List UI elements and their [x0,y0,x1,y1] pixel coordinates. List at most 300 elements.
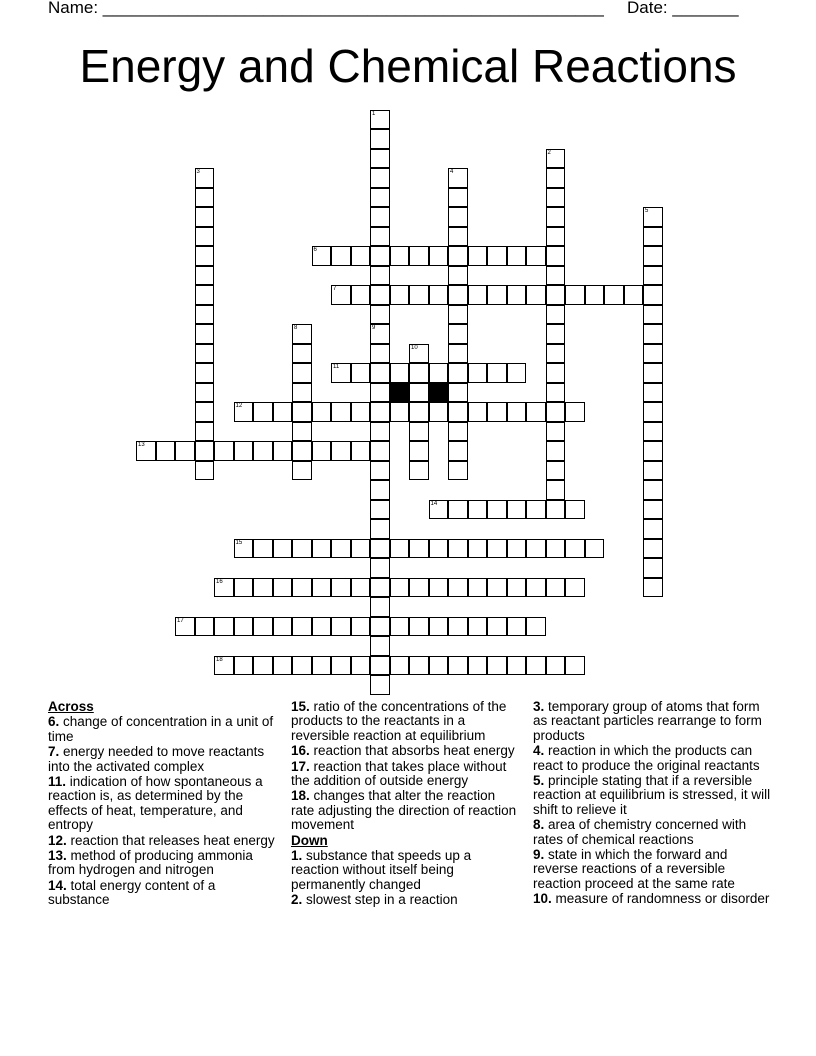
grid-cell[interactable] [253,617,273,637]
grid-cell[interactable] [370,539,390,559]
grid-cell[interactable] [643,344,663,364]
clue-number-label: 9 [372,325,376,331]
clue-number-label: 10 [411,344,418,351]
grid-cell[interactable] [468,402,488,422]
clue-text: reaction that absorbs heat energy [309,743,515,759]
grid-cell[interactable] [448,305,468,325]
clue-number: 4. [533,743,545,759]
grid-cell[interactable] [234,402,254,422]
grid-cell[interactable] [214,656,234,676]
grid-cell[interactable] [409,285,429,305]
grid-cell[interactable] [390,617,410,637]
clue-text: energy needed to move reactants into the activated complex [48,744,265,774]
grid-cell[interactable] [643,441,663,461]
grid-cell[interactable] [409,656,429,676]
grid-cell[interactable] [448,656,468,676]
grid-cell[interactable] [565,285,585,305]
clue-number: 7. [48,744,60,760]
clues-column-1 [48,700,276,909]
grid-cell[interactable] [156,441,176,461]
grid-cell[interactable] [468,500,488,520]
clue-text: state in which the forward and reverse reactions of a reversible reaction proceed at the same rate [533,847,735,891]
across-heading: Across [48,699,94,714]
grid-cell[interactable] [195,266,215,286]
grid-cell[interactable] [273,656,293,676]
grid-cell[interactable] [487,246,507,266]
grid-cell[interactable] [370,305,390,325]
clue-number-label: 5 [645,208,649,214]
grid-cell[interactable] [370,246,390,266]
clue-number-label: 4 [450,169,454,175]
grid-cell[interactable] [409,402,429,422]
grid-cell[interactable] [312,617,332,637]
grid-cell[interactable] [195,207,215,227]
grid-cell[interactable] [565,539,585,559]
grid-cell[interactable] [643,246,663,266]
grid-cell[interactable] [292,461,312,481]
grid-cell[interactable] [546,227,566,247]
grid-cell[interactable] [507,246,527,266]
grid-cell[interactable] [195,422,215,442]
clue-number: 16. [291,743,310,759]
grid-cell[interactable] [487,285,507,305]
grid-cell[interactable] [643,402,663,422]
clue-number: 17. [291,758,310,774]
grid-cell[interactable] [370,519,390,539]
grid-cell[interactable] [429,402,449,422]
grid-cell[interactable] [292,539,312,559]
clues-column-3 [533,700,771,908]
grid-cell[interactable] [409,363,429,383]
grid-cell[interactable] [565,500,585,520]
grid-cell[interactable] [370,558,390,578]
grid-cell[interactable] [370,656,390,676]
grid-cell[interactable] [409,383,429,403]
grid-cell[interactable] [234,539,254,559]
grid-cell[interactable] [292,402,312,422]
grid-cell[interactable] [234,578,254,598]
grid-cell[interactable] [643,207,663,227]
grid-cell[interactable] [448,402,468,422]
grid-cell[interactable] [292,363,312,383]
grid-cell[interactable] [507,617,527,637]
clue-number-label: 1 [372,110,376,117]
grid-cell[interactable] [370,675,390,695]
grid-cell[interactable] [234,617,254,637]
grid-cell[interactable] [448,441,468,461]
grid-cell[interactable] [234,441,254,461]
grid-cell[interactable] [468,617,488,637]
grid-cell[interactable] [546,539,566,559]
page-title: Energy and Chemical Reactions [79,40,737,92]
clue-number-label: 17 [177,617,184,624]
grid-cell[interactable] [370,383,390,403]
grid-cell[interactable] [312,441,332,461]
grid-cell[interactable] [370,578,390,598]
grid-cell[interactable] [312,402,332,422]
clue-number-label: 7 [333,286,337,292]
across-clue [48,849,276,878]
grid-cell[interactable] [312,539,332,559]
grid-cell[interactable] [331,617,351,637]
grid-cell[interactable] [370,188,390,208]
grid-cell[interactable] [370,422,390,442]
grid-cell[interactable] [370,110,390,130]
grid-cell[interactable] [546,168,566,188]
grid-cell[interactable] [390,539,410,559]
date-field-label: Date: _______ [627,0,739,17]
grid-cell[interactable] [273,617,293,637]
grid-cell[interactable] [351,246,371,266]
grid-cell[interactable] [253,402,273,422]
grid-cell[interactable] [312,578,332,598]
grid-cell[interactable] [526,539,546,559]
grid-cell[interactable] [526,402,546,422]
grid-cell[interactable] [195,441,215,461]
grid-cell[interactable] [429,578,449,598]
grid-cell[interactable] [195,188,215,208]
grid-cell[interactable] [448,578,468,598]
grid-cell[interactable] [526,246,546,266]
grid-cell[interactable] [195,402,215,422]
grid-cell[interactable] [292,617,312,637]
grid-cell[interactable] [468,539,488,559]
grid-cell[interactable] [370,363,390,383]
grid-cell[interactable] [409,246,429,266]
grid-cell[interactable] [643,363,663,383]
clue-number: 12. [48,832,67,848]
grid-cell[interactable] [448,363,468,383]
grid-cell[interactable] [429,285,449,305]
grid-cell[interactable] [292,383,312,403]
grid-cell[interactable] [409,578,429,598]
grid-cell[interactable] [292,578,312,598]
grid-cell[interactable] [448,188,468,208]
grid-cell[interactable] [487,363,507,383]
grid-cell[interactable] [546,500,566,520]
grid-cell[interactable] [643,285,663,305]
grid-cell[interactable] [643,461,663,481]
grid-cell[interactable] [448,383,468,403]
clue-number-label: 11 [333,364,340,370]
grid-cell[interactable] [195,461,215,481]
grid-cell[interactable] [273,578,293,598]
grid-cell[interactable] [370,129,390,149]
grid-cell[interactable] [390,402,410,422]
grid-cell[interactable] [253,441,273,461]
grid-cell[interactable] [292,656,312,676]
grid-cell[interactable] [526,285,546,305]
grid-cell[interactable] [487,578,507,598]
grid-cell[interactable] [214,441,234,461]
grid-cell[interactable] [468,285,488,305]
grid-cell[interactable] [195,285,215,305]
grid-cell[interactable] [507,363,527,383]
grid-cell[interactable] [214,578,234,598]
grid-cell[interactable] [448,500,468,520]
grid-cell[interactable] [448,285,468,305]
grid-cell[interactable] [370,324,390,344]
grid-cell[interactable] [390,656,410,676]
grid-cell[interactable] [351,539,371,559]
grid-cell[interactable] [546,383,566,403]
grid-cell[interactable] [487,539,507,559]
grid-cell[interactable] [643,305,663,325]
grid-cell[interactable] [370,500,390,520]
grid-cell[interactable] [370,227,390,247]
grid-cell[interactable] [507,402,527,422]
grid-cell[interactable] [429,539,449,559]
grid-cell[interactable] [448,246,468,266]
grid-cell[interactable] [292,344,312,364]
grid-cell[interactable] [195,617,215,637]
grid-cell[interactable] [331,656,351,676]
grid-cell[interactable] [585,285,605,305]
down-clue [533,744,771,773]
grid-cell[interactable] [370,480,390,500]
grid-cell[interactable] [643,480,663,500]
grid-cell[interactable] [448,344,468,364]
grid-cell[interactable] [390,246,410,266]
grid-cell[interactable] [370,402,390,422]
clue-text: total energy content of a substance [48,877,216,908]
clue-number: 6. [48,714,60,730]
grid-cell[interactable] [546,246,566,266]
grid-cell[interactable] [546,149,566,169]
grid-cell[interactable] [643,519,663,539]
grid-cell[interactable] [546,266,566,286]
grid-cell[interactable] [273,402,293,422]
grid-cell[interactable] [370,168,390,188]
grid-cell[interactable] [136,441,156,461]
grid-cell[interactable] [643,500,663,520]
grid-cell[interactable] [351,285,371,305]
grid-cell[interactable] [546,441,566,461]
grid-cell[interactable] [643,558,663,578]
clue-text: reaction that takes place without the addition of outside energy [291,758,507,789]
grid-cell[interactable] [312,246,332,266]
grid-cell[interactable] [643,383,663,403]
grid-cell[interactable] [175,617,195,637]
grid-cell[interactable] [370,461,390,481]
grid-cell[interactable] [643,266,663,286]
grid-cell[interactable] [351,363,371,383]
clue-number: 3. [533,699,545,714]
down-clue [291,893,519,907]
grid-cell[interactable] [604,285,624,305]
grid-cell[interactable] [351,656,371,676]
grid-cell[interactable] [195,383,215,403]
clue-number: 9. [533,847,545,863]
grid-cell[interactable] [351,617,371,637]
grid-cell[interactable] [546,363,566,383]
down-clue [533,848,771,891]
grid-cell[interactable] [175,441,195,461]
grid-cell[interactable] [448,266,468,286]
grid-cell[interactable] [565,402,585,422]
grid-cell[interactable] [195,344,215,364]
grid-cell[interactable] [546,285,566,305]
grid-cell[interactable] [390,363,410,383]
grid-cell[interactable] [370,285,390,305]
grid-cell[interactable] [273,539,293,559]
grid-cell[interactable] [409,422,429,442]
grid-cell[interactable] [195,168,215,188]
grid-cell[interactable] [370,636,390,656]
grid-cell[interactable] [331,539,351,559]
grid-cell[interactable] [331,578,351,598]
grid-cell[interactable] [507,500,527,520]
clue-number: 14. [48,877,67,893]
grid-cell[interactable] [507,578,527,598]
grid-cell[interactable] [292,422,312,442]
grid-cell[interactable] [643,422,663,442]
grid-cell[interactable] [351,441,371,461]
grid-cell[interactable] [546,461,566,481]
grid-cell[interactable] [448,168,468,188]
grid-cell[interactable] [234,656,254,676]
grid-cell[interactable] [370,617,390,637]
grid-cell[interactable] [429,656,449,676]
grid-cell[interactable] [429,363,449,383]
grid-cell[interactable] [253,656,273,676]
grid-cell[interactable] [390,285,410,305]
clue-text: ratio of the concentrations of the products to the reactants in a reversible reaction at equilibrium [291,699,507,743]
grid-cell[interactable] [468,363,488,383]
grid-cell[interactable] [370,441,390,461]
grid-cell[interactable] [526,617,546,637]
grid-cell[interactable] [195,324,215,344]
grid-cell[interactable] [292,441,312,461]
grid-cell[interactable] [448,422,468,442]
grid-cell[interactable] [370,149,390,169]
grid-cell[interactable] [507,285,527,305]
grid-cell[interactable] [507,656,527,676]
grid-cell[interactable] [526,578,546,598]
grid-cell[interactable] [565,578,585,598]
grid-cell[interactable] [643,539,663,559]
grid-cell[interactable] [195,363,215,383]
clue-number-label: 3 [196,169,200,175]
grid-cell[interactable] [624,285,644,305]
grid-cell[interactable] [526,500,546,520]
black-square [429,383,449,403]
grid-cell[interactable] [526,656,546,676]
grid-cell[interactable] [331,363,351,383]
grid-cell[interactable] [487,617,507,637]
grid-cell[interactable] [429,500,449,520]
clues-column-2 [291,700,519,909]
grid-cell[interactable] [370,344,390,364]
grid-cell[interactable] [448,539,468,559]
grid-cell[interactable] [487,402,507,422]
grid-cell[interactable] [448,461,468,481]
grid-cell[interactable] [546,344,566,364]
grid-cell[interactable] [409,539,429,559]
grid-cell[interactable] [409,344,429,364]
grid-cell[interactable] [331,402,351,422]
grid-cell[interactable] [448,227,468,247]
grid-cell[interactable] [546,578,566,598]
grid-cell[interactable] [448,324,468,344]
grid-cell[interactable] [429,617,449,637]
clue-text: slowest step in a reaction [302,892,458,908]
grid-cell[interactable] [195,227,215,247]
grid-cell[interactable] [565,656,585,676]
grid-cell[interactable] [546,324,566,344]
grid-cell[interactable] [214,617,234,637]
grid-cell[interactable] [253,578,273,598]
grid-cell[interactable] [331,441,351,461]
grid-cell[interactable] [370,266,390,286]
grid-cell[interactable] [409,441,429,461]
clue-text: changes that alter the reaction rate adjusting the direction of reaction movement [291,788,517,833]
across-clue [291,744,519,758]
across-clue [291,700,519,743]
grid-cell[interactable] [195,305,215,325]
grid-cell[interactable] [585,539,605,559]
clue-number-label: 6 [313,247,317,253]
grid-cell[interactable] [351,578,371,598]
grid-cell[interactable] [331,285,351,305]
clue-number: 11. [48,774,67,790]
grid-cell[interactable] [546,656,566,676]
grid-cell[interactable] [507,539,527,559]
grid-cell[interactable] [312,656,332,676]
clue-number: 15. [291,699,310,714]
clue-number-label: 15 [235,539,243,546]
grid-cell[interactable] [292,324,312,344]
clue-number: 5. [533,773,545,789]
black-square [390,383,410,403]
grid-cell[interactable] [468,656,488,676]
down-clue [533,818,771,847]
grid-cell[interactable] [409,461,429,481]
grid-cell[interactable] [331,246,351,266]
grid-cell[interactable] [370,207,390,227]
grid-cell[interactable] [370,597,390,617]
grid-cell[interactable] [468,578,488,598]
clue-text: principle stating that if a reversible reaction at equilibrium is stressed, it will shift to relieve it [533,773,771,817]
across-clue [48,834,276,848]
grid-cell[interactable] [273,441,293,461]
grid-cell[interactable] [546,480,566,500]
clue-number: 18. [291,788,310,804]
grid-cell[interactable] [351,402,371,422]
grid-cell[interactable] [643,578,663,598]
grid-cell[interactable] [409,617,429,637]
grid-cell[interactable] [487,656,507,676]
grid-cell[interactable] [546,207,566,227]
grid-cell[interactable] [429,246,449,266]
grid-cell[interactable] [643,227,663,247]
grid-cell[interactable] [253,539,273,559]
grid-cell[interactable] [448,617,468,637]
grid-cell[interactable] [487,500,507,520]
grid-cell[interactable] [643,324,663,344]
grid-cell[interactable] [546,422,566,442]
grid-cell[interactable] [195,246,215,266]
grid-cell[interactable] [546,305,566,325]
grid-cell[interactable] [468,246,488,266]
grid-cell[interactable] [390,578,410,598]
clue-number-label: 18 [216,656,223,663]
clue-number-label: 2 [547,149,551,156]
grid-cell[interactable] [546,188,566,208]
grid-cell[interactable] [546,402,566,422]
clue-text: reaction that releases heat energy [66,832,275,848]
grid-cell[interactable] [448,207,468,227]
